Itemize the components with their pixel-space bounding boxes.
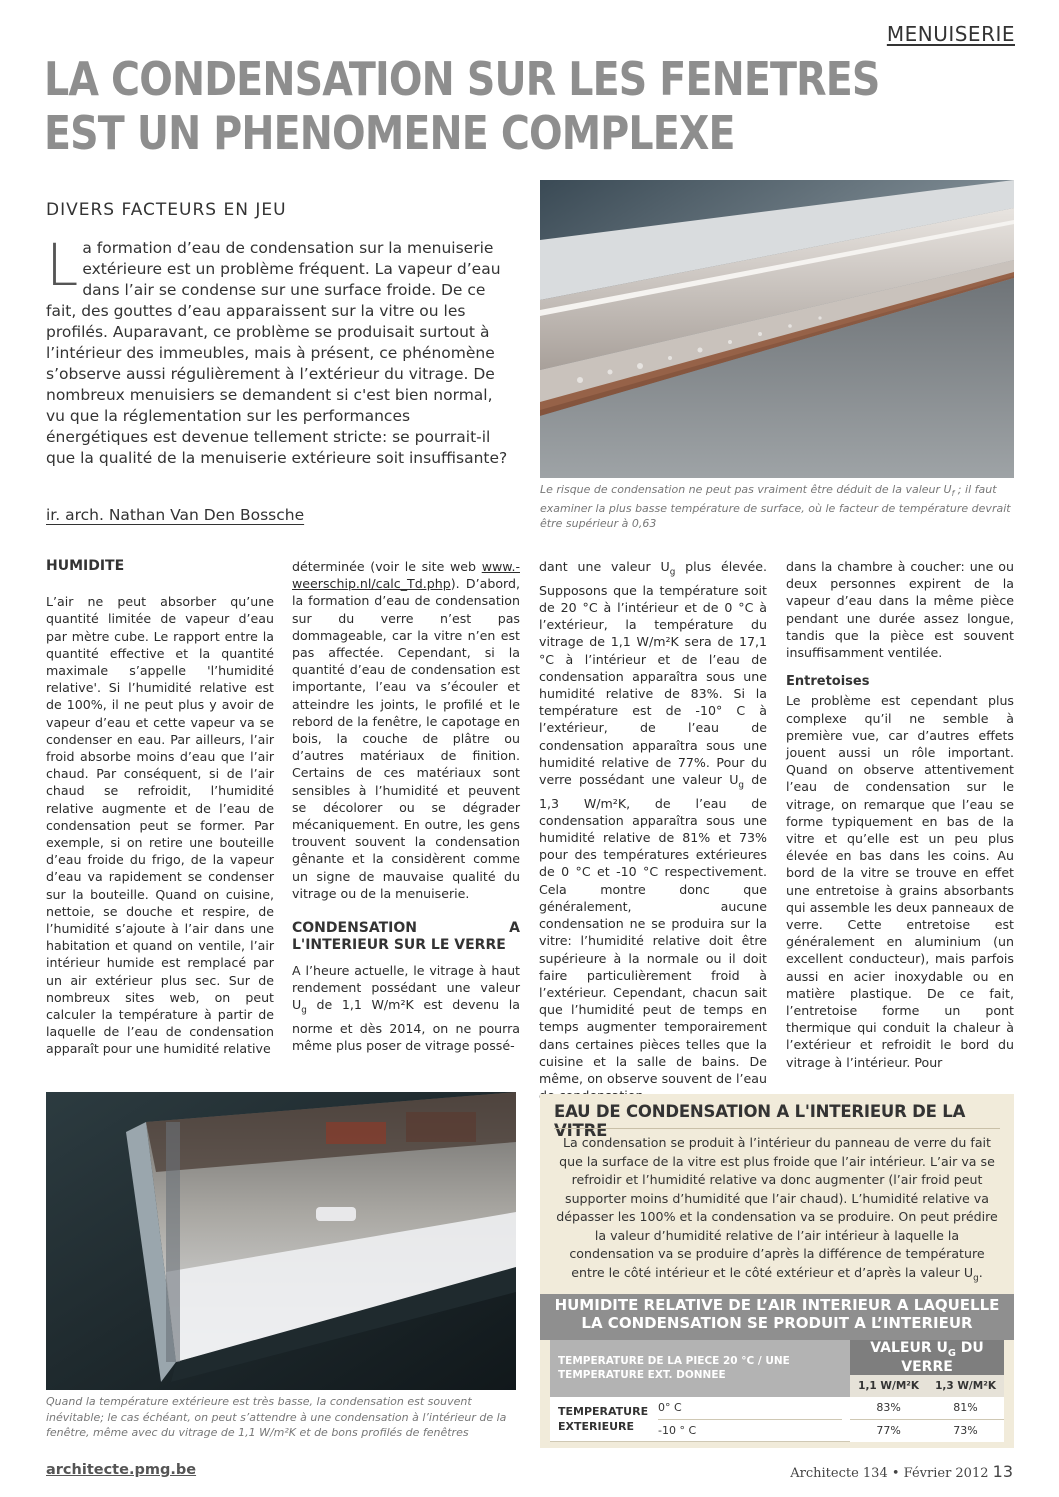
col2-subscript: g (301, 1005, 307, 1016)
col3-s2: g (738, 780, 745, 791)
col2-text-a: déterminée (voir le site web (292, 559, 482, 574)
col2-text-d: de 1,1 W/m²K est devenu la norme et dès 2014, on ne pourra même plus poser de vitrage possé- (292, 997, 520, 1054)
row-label-text: TEMPERATURE EXTERIEURE (558, 1405, 649, 1434)
heading-entretoises: Entretoises (786, 674, 870, 690)
weerschip-link[interactable]: www.-weerschip.nl/calc_Td.php (292, 559, 520, 592)
col4-text-a: dans la chambre à coucher: une ou deux personnes expirent de la vapeur d’eau dans la même pièce pendant une durée assez longue, tandis que la pièce est souvent insuffisamment ventilée. (786, 559, 1014, 661)
subheader-1-3: 1,3 W/M²K (927, 1375, 1004, 1397)
box-text (554, 1134, 1000, 1288)
caption-text-cont: ; il faut examiner la plus basse température de surface, où le facteur de température devrait être supérieur à 0,63 (540, 483, 1011, 531)
window-condensation-photo (46, 1092, 516, 1390)
heading-humidite: HUMIDITE (46, 558, 125, 574)
col4-text-b: Le problème est cependant plus complexe qu’il ne semble à première vue, car d’autres effets jouent aussi un rôle important. Quand on observe attentivement l’eau de condensation sur le vitrage, on remarque que l’eau se forme typiquement en bas de la vitre et qu’elle est un peu plus élevée en bas dans les coins. Au bord de la vitre se trouve en effet une entretoise à grains absorbants qui assemble les deux panneaux de verre. Cette entretoise est généralement en aluminium (un excellent conducteur), mais parfois aussi en acier inoxydable ou en matière plastique. De ce fait, l’entretoise forme un pont thermique qui conduit la chaleur à l’extérieur et refroidit le bord du vitrage à l’intérieur. Pour (786, 693, 1014, 1070)
title-line-2: EST UN PHENOMENE COMPLEXE (44, 106, 735, 160)
col2-text-b: ). D’abord, la formation d’eau de condensation sur du verre n’est pas dommageable, car la vitre n’en est pas affectée. Cependant, si la quantité d’eau de condensation est importante, l’eau va s’écouler et atteindre les joints, le profilé et le rebord de la fenêtre, le capotage en bois, la couche de plâtre ou d’autres matériaux de finition. Certains de ces matériaux sont sensibles à l’humidité et peuvent se décolorer ou se dégrader mécaniquement. En outre, les gens trouvent souvent la condensation gênante et la considèrent comme un signe de mauvaise qualité du vitrage ou de la menuiserie. (292, 576, 520, 901)
table-right-header (850, 1340, 1004, 1375)
table-cell: 83% (850, 1397, 927, 1420)
box-divider (554, 1128, 1000, 1129)
heading-condensation: CONDENSATION A L'INTERIEUR SUR LE VERRE (292, 920, 520, 954)
subheader-1-1: 1,1 W/M²K (850, 1375, 927, 1397)
col3-t1: dant une valeur U (539, 559, 670, 574)
table-cell: 81% (927, 1397, 1004, 1420)
drop-cap: L (46, 231, 79, 299)
col3-t3: de 1,3 W/m²K, de l’eau de condensation apparaîtra sous une humidité relative de 81% et 73% pour des températures extérieures de 0 °C et -10 °C respectivement. Cela montre donc que généralement, aucune condensation ne se produira sur la vitre: l’humidité relative doit être supérieure à la normale ou il doit faire particulièrement froid à l’extérieur. Cependant, chacun sait que l’humidité peut de temps en temps augmenter temporairement dans certaines pièces telles que la cuisine et la salle de bains. De même, on observe souvent de l’eau (539, 771, 767, 1086)
window-sill-photo (540, 180, 1014, 478)
photo1-caption (540, 482, 1014, 531)
box-text-sub: g (973, 1273, 979, 1284)
table-left-header: TEMPERATURE DE LA PIECE 20 °C / UNE TEMPERATURE EXT. DONNEE (550, 1340, 850, 1397)
table-title-line-2: LA CONDENSATION SE PRODUIT A L’INTERIEUR (581, 1314, 973, 1332)
intro-text: a formation d’eau de condensation sur la menuiserie extérieure est un problème fréquent. La vapeur d’eau dans l’air se condense sur une surface froide. De ce fait, des gouttes d’eau apparaissent sur la vitre ou les profilés. Auparavant, ce problème se produisait surtout à l’intérieur des immeubles, mais à présent, ce phénomène s’observe aussi régulièrement à l’extérieur du vitrage. De nombreux menuisiers se demandent si c'est bien normal, vu que la réglementation sur les performances énergétiques est devenue tellement stricte: se pourrait-il que la qualité de la menuiserie extérieure soit insuffisante? (46, 239, 508, 467)
column-2 (292, 558, 520, 1055)
photo2-caption: Quand la température extérieure est très basse, la condensation est souvent inévitable; le cas échéant, on peut s’attendre à une condensation à l’intérieur de la fenêtre, même avec du vitrage de 1,1 W/m²K et de bons profilés de fenêtres (46, 1395, 507, 1439)
col1-text: L’air ne peut absorber qu’une quantité limitée de vapeur d’eau par mètre cube. Le rapport entre la quantité effective et la quantité maximale s’appelle 'l’humidité relative'. Si l’humidité relative est de 100%, il ne peut plus y avoir de vapeur d’eau et cette vapeur va se condenser en eau. Par ailleurs, l’air froid absorbe moins d’eau que l’air chaud. Par conséquent, si de l’air chaud se refroidit, l’humidité relative augmente et de l’eau de condensation peut se former. Par exemple, si on retire une bouteille d’eau froide du frigo, de la vapeur d’eau va rapidement se condenser sur la bouteille. Quand on cuisine, nettoie, se douche et respire, de l’humidité s’ajoute à l’air dans une habitation et quand on ventile, l’air intérieur humide est remplacé par un air extérieur plus sec. Sur de nombreux sites web, on peut calculer la température à partir de laquelle de l’eau de condensation apparaît pour une humidité relative (46, 594, 274, 1057)
box-text-main: La condensation se produit à l’intérieur du panneau de verre du fait que la surface de la vitre est plus froide que l’air intérieur. L’air va se refroidir et l’humidité relative va donc augmenter (l’air froid peut supporter moins d’humidité que l’air chaud). L’humidité relative va dépasser les 100% et la condensation va se produire. On peut prédire la valeur d’humidité relative de l’air intérieur à laquelle la condensation va se produire d’après la différence de température entre le côté intérieur et le côté extérieur et d’après la valeur U (556, 1135, 998, 1280)
box-title: EAU DE CONDENSATION A L'INTERIEUR DE LA VITRE (554, 1102, 966, 1140)
header-du-verre: DU VERRE (901, 1340, 984, 1375)
col2-text-2 (292, 962, 520, 1055)
window-sill-image (540, 180, 1014, 478)
col3-text (539, 558, 767, 1104)
table-cell: 77% (850, 1419, 927, 1442)
table-title-line-1: HUMIDITE RELATIVE DE L’AIR INTERIEUR A LAQUELLE (554, 1296, 1000, 1314)
footer-issue-text: Architecte 134 • Février 2012 (790, 1466, 989, 1481)
column-1 (46, 558, 274, 1058)
intro-paragraph (46, 231, 516, 469)
window-condensation-image (46, 1092, 516, 1390)
humidity-table (550, 1340, 1004, 1442)
footer-site-link[interactable]: architecte.pmg.be (46, 1462, 197, 1478)
title-line-1: LA CONDENSATION SUR LES FENETRES (44, 52, 880, 106)
col2-text-c: A l’heure actuelle, le vitrage à haut rendement possédant une valeur U (292, 963, 520, 1013)
sidebar-box (540, 1094, 1014, 1448)
column-3 (539, 558, 767, 1104)
col3-s1: g (669, 567, 676, 578)
footer-issue (790, 1462, 1013, 1481)
header-sub: G (947, 1347, 956, 1359)
col3-t2: plus élevée. Supposons que la température soit de 20 °C à l’intérieur et de 0 °C à l’extérieur, la température du vitrage de 1,1 W/m²K sera de 17,1 °C à l’intérieur et de l’eau de condensation apparaîtra sous une humidité relative de 83%. Si la température est de -10° C à l’extérieur, de l’eau de condensation apparaîtra sous une humidité relative de 77%. Pour du verre possédant une valeur U (539, 559, 767, 787)
caption-subscript: f (951, 489, 955, 499)
table-title (540, 1294, 1014, 1340)
author-byline: ir. arch. Nathan Van Den Bossche (46, 506, 305, 524)
column-4 (786, 558, 1014, 1071)
page-number: 13 (992, 1462, 1013, 1481)
page-title (44, 52, 878, 160)
table-row-temp: 0° C (658, 1397, 842, 1420)
caption-text: Le risque de condensation ne peut pas vraiment être déduit de la valeur U (540, 483, 952, 496)
section-label: MENUISERIE (886, 22, 1015, 46)
article-subtitle: DIVERS FACTEURS EN JEU (46, 200, 287, 220)
row-label (550, 1397, 850, 1442)
col2-text (292, 558, 520, 902)
header-valeur: VALEUR U (870, 1340, 948, 1356)
box-text-end: . (978, 1264, 983, 1280)
table-row-temp: -10 ° C (658, 1423, 697, 1437)
table-cell: 73% (927, 1419, 1004, 1442)
